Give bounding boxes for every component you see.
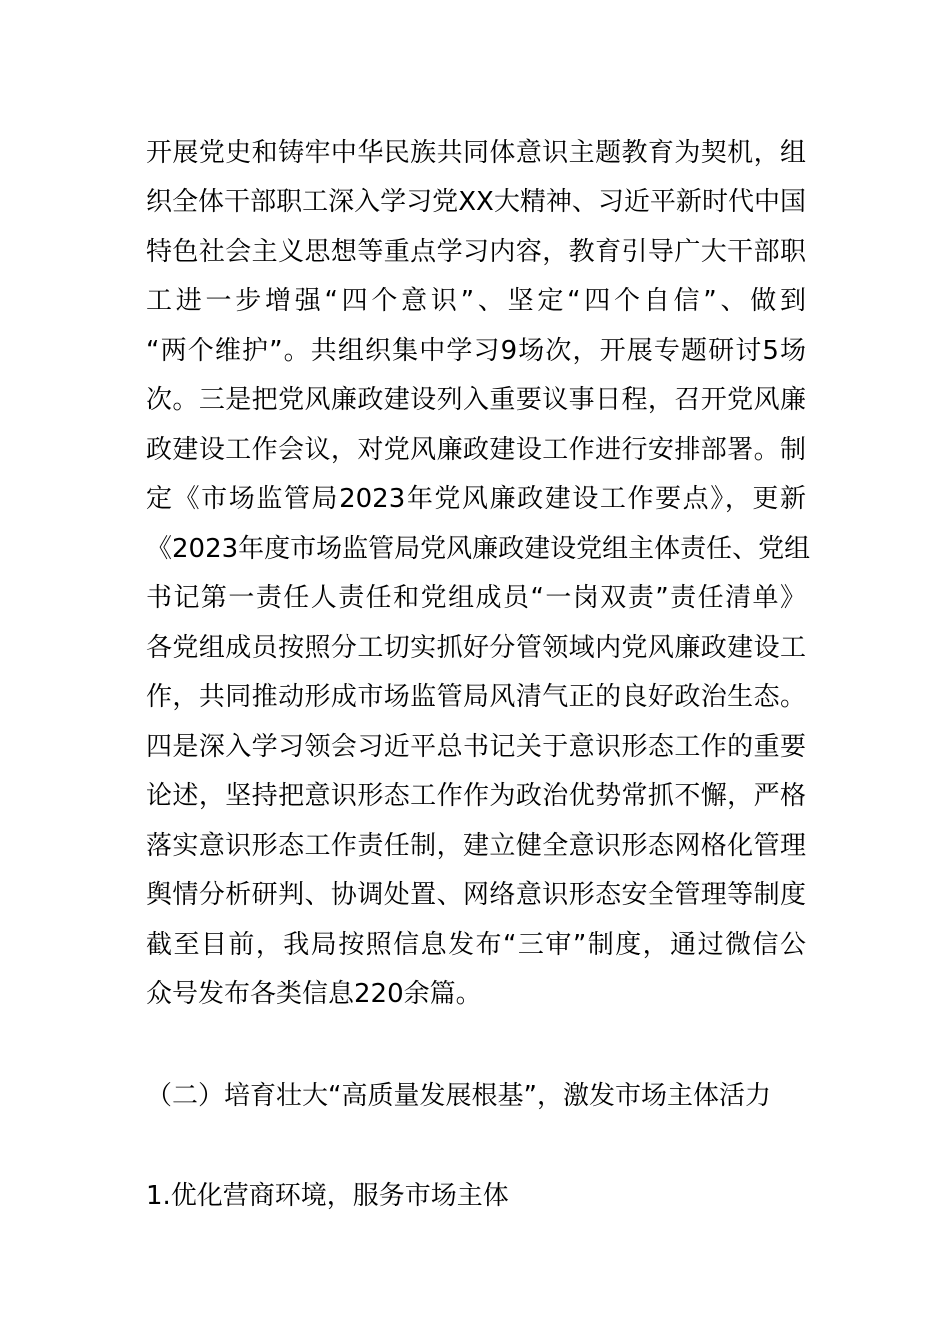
paragraph-line: 定《市场监管局2023年党风廉政建设工作要点》，更新 (146, 484, 806, 514)
paragraph-line: 落实意识形态工作责任制，建立健全意识形态网格化管理 (146, 831, 806, 861)
paragraph-line: 论述，坚持把意识形态工作作为政治优势常抓不懈，严格 (146, 781, 806, 811)
paragraph-line: 作，共同推动形成市场监管局风清气正的良好政治生态。 (146, 682, 806, 712)
paragraph-line: 织全体干部职工深入学习党XX大精神、习近平新时代中国 (146, 187, 806, 217)
subsection-heading: 1.优化营商环境，服务市场主体 (146, 1181, 509, 1211)
paragraph-line: 四是深入学习领会习近平总书记关于意识形态工作的重要 (146, 732, 806, 762)
paragraph-line: “两个维护”。共组织集中学习9场次，开展专题研讨5场 (146, 336, 806, 366)
paragraph-line: 《2023年度市场监管局党风廉政建设党组主体责任、党组 (146, 534, 811, 564)
section-heading: （二）培育壮大“高质量发展根基”，激发市场主体活力 (146, 1081, 771, 1111)
paragraph-line: 政建设工作会议，对党风廉政建设工作进行安排部署。制 (146, 435, 806, 465)
paragraph-line: 众号发布各类信息220余篇。 (146, 979, 482, 1009)
paragraph-line: 书记第一责任人责任和党组成员“一岗双责”责任清单》 (146, 583, 806, 613)
paragraph-line: 工进一步增强“四个意识”、坚定“四个自信”、做到 (146, 286, 806, 316)
paragraph-line: 各党组成员按照分工切实抓好分管领域内党风廉政建设工 (146, 633, 806, 663)
paragraph-line: 截至目前，我局按照信息发布“三审”制度，通过微信公 (146, 930, 806, 960)
paragraph-line: 次。三是把党风廉政建设列入重要议事日程，召开党风廉 (146, 385, 806, 415)
paragraph-line: 特色社会主义思想等重点学习内容，教育引导广大干部职 (146, 237, 806, 267)
paragraph-line: 舆情分析研判、协调处置、网络意识形态安全管理等制度 (146, 880, 806, 910)
paragraph-line: 开展党史和铸牢中华民族共同体意识主题教育为契机，组 (146, 138, 806, 168)
